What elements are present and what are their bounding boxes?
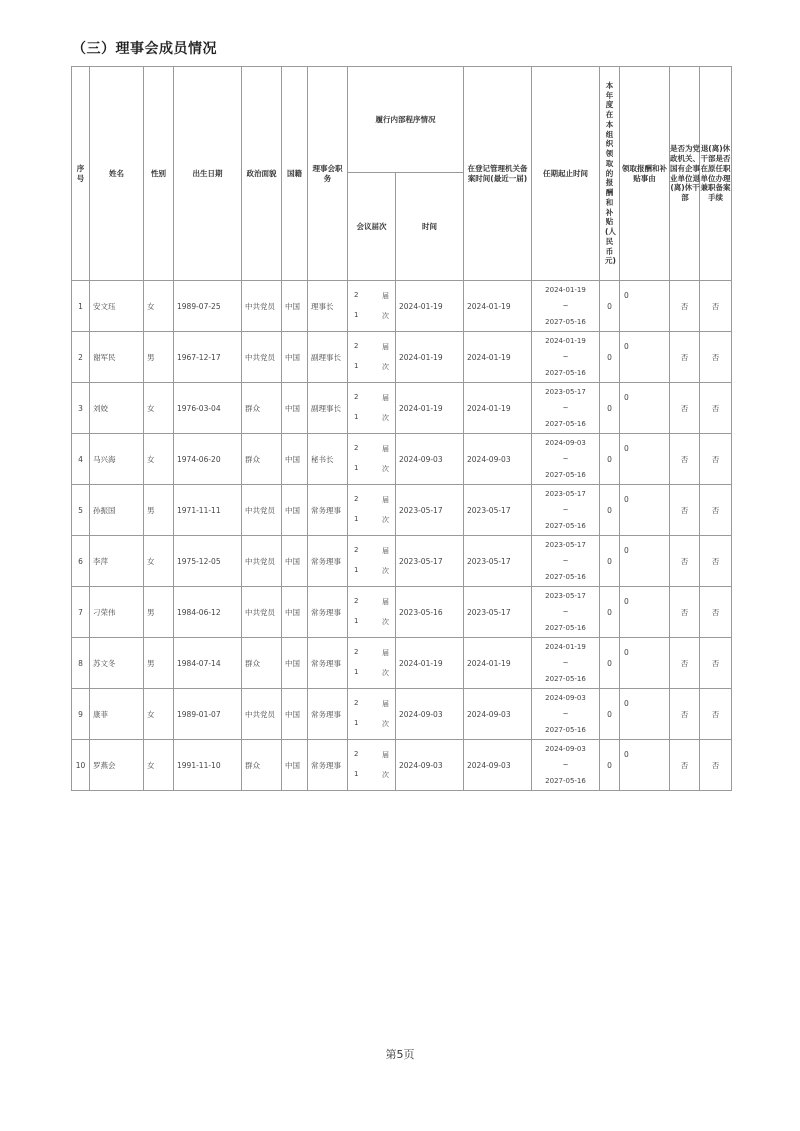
meeting-count-number: 1 (354, 566, 359, 574)
header-time: 时间 (396, 173, 464, 281)
cell-time: 2024-09-03 (396, 434, 464, 485)
meeting-count-number: 1 (354, 617, 359, 625)
cell-pay-reason: 0 (620, 536, 670, 587)
cell-retired: 否 (700, 638, 732, 689)
cell-term (532, 281, 600, 332)
cell-gender: 女 (144, 740, 174, 791)
cell-meeting (348, 332, 396, 383)
header-name: 姓名 (90, 67, 144, 281)
cell-pay: 0 (600, 536, 620, 587)
cell-time: 2024-01-19 (396, 332, 464, 383)
cell-seq: 7 (72, 587, 90, 638)
table-row (72, 638, 732, 689)
cell-pay-reason: 0 (620, 740, 670, 791)
meeting-session-number: 2 (354, 291, 359, 299)
cell-birth: 1975-12-05 (174, 536, 242, 587)
cell-politics: 中共党员 (242, 281, 282, 332)
cell-cadre: 否 (670, 587, 700, 638)
term-end: 2027-05-16 (545, 573, 586, 581)
cell-politics: 群众 (242, 383, 282, 434)
cell-politics: 中共党员 (242, 332, 282, 383)
cell-nationality: 中国 (282, 332, 308, 383)
term-separator: ~ (562, 710, 569, 718)
term-separator: ~ (562, 506, 569, 514)
cell-position: 常务理事 (308, 638, 348, 689)
table-row (72, 536, 732, 587)
table-row (72, 332, 732, 383)
cell-cadre: 否 (670, 434, 700, 485)
term-start: 2024-09-03 (545, 694, 586, 702)
meeting-session-number: 2 (354, 597, 359, 605)
cell-gender: 男 (144, 332, 174, 383)
cell-position: 常务理事 (308, 689, 348, 740)
cell-pay-reason: 0 (620, 434, 670, 485)
cell-birth: 1989-07-25 (174, 281, 242, 332)
term-end: 2027-05-16 (545, 522, 586, 530)
cell-filing: 2024-01-19 (464, 638, 532, 689)
cell-time: 2024-01-19 (396, 638, 464, 689)
meeting-count-unit: 次 (382, 567, 389, 575)
cell-politics: 群众 (242, 434, 282, 485)
header-seq: 序号 (72, 67, 90, 281)
cell-time: 2024-01-19 (396, 383, 464, 434)
header-gender: 性别 (144, 67, 174, 281)
term-start: 2023-05-17 (545, 490, 586, 498)
cell-cadre: 否 (670, 536, 700, 587)
header-politics: 政治面貌 (242, 67, 282, 281)
meeting-session-unit: 届 (382, 292, 389, 300)
cell-term (532, 434, 600, 485)
cell-seq: 10 (72, 740, 90, 791)
term-end: 2027-05-16 (545, 726, 586, 734)
term-end: 2027-05-16 (545, 318, 586, 326)
cell-filing: 2024-01-19 (464, 332, 532, 383)
cell-birth: 1991-11-10 (174, 740, 242, 791)
cell-position: 秘书长 (308, 434, 348, 485)
cell-cadre: 否 (670, 281, 700, 332)
meeting-session-unit: 届 (382, 700, 389, 708)
meeting-count-number: 1 (354, 311, 359, 319)
cell-pay-reason: 0 (620, 383, 670, 434)
cell-position: 常务理事 (308, 587, 348, 638)
header-nationality: 国籍 (282, 67, 308, 281)
cell-filing: 2024-09-03 (464, 689, 532, 740)
cell-retired: 否 (700, 536, 732, 587)
meeting-session-unit: 届 (382, 547, 389, 555)
cell-position: 副理事长 (308, 383, 348, 434)
cell-cadre: 否 (670, 689, 700, 740)
term-start: 2024-09-03 (545, 439, 586, 447)
meeting-count-unit: 次 (382, 669, 389, 677)
table-row (72, 689, 732, 740)
meeting-session-number: 2 (354, 342, 359, 350)
cell-position: 副理事长 (308, 332, 348, 383)
cell-politics: 群众 (242, 638, 282, 689)
cell-pay-reason: 0 (620, 587, 670, 638)
cell-nationality: 中国 (282, 536, 308, 587)
cell-politics: 中共党员 (242, 689, 282, 740)
meeting-session-unit: 届 (382, 394, 389, 402)
term-separator: ~ (562, 404, 569, 412)
cell-gender: 女 (144, 383, 174, 434)
section-title: （三）理事会成员情况 (72, 41, 217, 57)
meeting-session-number: 2 (354, 546, 359, 554)
cell-retired: 否 (700, 332, 732, 383)
meeting-count-unit: 次 (382, 618, 389, 626)
cell-gender: 女 (144, 281, 174, 332)
cell-filing: 2023-05-17 (464, 587, 532, 638)
term-end: 2027-05-16 (545, 420, 586, 428)
cell-birth: 1967-12-17 (174, 332, 242, 383)
term-separator: ~ (562, 608, 569, 616)
cell-pay-reason: 0 (620, 638, 670, 689)
cell-birth: 1984-06-12 (174, 587, 242, 638)
cell-nationality: 中国 (282, 383, 308, 434)
cell-name: 刘姣 (90, 383, 144, 434)
term-start: 2024-01-19 (545, 337, 586, 345)
meeting-count-unit: 次 (382, 414, 389, 422)
table-row (72, 383, 732, 434)
term-start: 2023-05-17 (545, 388, 586, 396)
cell-meeting (348, 638, 396, 689)
cell-filing: 2023-05-17 (464, 536, 532, 587)
cell-term (532, 587, 600, 638)
cell-pay-reason: 0 (620, 485, 670, 536)
header-birth: 出生日期 (174, 67, 242, 281)
cell-gender: 女 (144, 536, 174, 587)
cell-filing: 2024-01-19 (464, 383, 532, 434)
cell-cadre: 否 (670, 332, 700, 383)
term-start: 2024-09-03 (545, 745, 586, 753)
table-row (72, 281, 732, 332)
cell-seq: 1 (72, 281, 90, 332)
cell-meeting (348, 281, 396, 332)
page-number: 第5页 (385, 1048, 415, 1061)
cell-name: 罗燕会 (90, 740, 144, 791)
header-term: 任期起止时间 (532, 67, 600, 281)
cell-gender: 男 (144, 638, 174, 689)
council-members-table (71, 66, 732, 791)
term-start: 2024-01-19 (545, 643, 586, 651)
header-retired: 退(离)休干部是否在原任职单位办理兼职备案手续 (700, 67, 732, 281)
cell-pay: 0 (600, 587, 620, 638)
cell-term (532, 740, 600, 791)
table-row (72, 485, 732, 536)
cell-politics: 中共党员 (242, 536, 282, 587)
meeting-session-unit: 届 (382, 751, 389, 759)
cell-retired: 否 (700, 434, 732, 485)
cell-pay-reason: 0 (620, 332, 670, 383)
cell-seq: 3 (72, 383, 90, 434)
header-filing: 在登记管理机关备案时间(最近一届) (464, 67, 532, 281)
cell-filing: 2024-09-03 (464, 740, 532, 791)
cell-gender: 女 (144, 689, 174, 740)
meeting-count-unit: 次 (382, 771, 389, 779)
cell-seq: 4 (72, 434, 90, 485)
cell-pay: 0 (600, 332, 620, 383)
cell-seq: 9 (72, 689, 90, 740)
cell-time: 2023-05-17 (396, 485, 464, 536)
cell-position: 常务理事 (308, 740, 348, 791)
cell-retired: 否 (700, 485, 732, 536)
meeting-session-number: 2 (354, 648, 359, 656)
term-end: 2027-05-16 (545, 777, 586, 785)
meeting-session-unit: 届 (382, 649, 389, 657)
cell-nationality: 中国 (282, 434, 308, 485)
meeting-session-number: 2 (354, 444, 359, 452)
cell-nationality: 中国 (282, 587, 308, 638)
term-separator: ~ (562, 761, 569, 769)
cell-name: 安文珏 (90, 281, 144, 332)
header-procedure: 履行内部程序情况 (348, 67, 464, 173)
cell-politics: 中共党员 (242, 587, 282, 638)
meeting-count-number: 1 (354, 515, 359, 523)
cell-cadre: 否 (670, 485, 700, 536)
term-start: 2023-05-17 (545, 592, 586, 600)
cell-gender: 女 (144, 434, 174, 485)
term-start: 2023-05-17 (545, 541, 586, 549)
cell-seq: 8 (72, 638, 90, 689)
cell-time: 2024-09-03 (396, 740, 464, 791)
cell-nationality: 中国 (282, 485, 308, 536)
cell-term (532, 383, 600, 434)
cell-nationality: 中国 (282, 638, 308, 689)
cell-name: 刁荣伟 (90, 587, 144, 638)
meeting-count-unit: 次 (382, 720, 389, 728)
cell-pay: 0 (600, 689, 620, 740)
cell-term (532, 332, 600, 383)
cell-name: 康菲 (90, 689, 144, 740)
cell-nationality: 中国 (282, 689, 308, 740)
meeting-count-number: 1 (354, 413, 359, 421)
term-end: 2027-05-16 (545, 675, 586, 683)
meeting-session-number: 2 (354, 495, 359, 503)
cell-name: 马兴海 (90, 434, 144, 485)
cell-retired: 否 (700, 740, 732, 791)
cell-meeting (348, 383, 396, 434)
meeting-count-number: 1 (354, 770, 359, 778)
cell-politics: 群众 (242, 740, 282, 791)
term-start: 2024-01-19 (545, 286, 586, 294)
meeting-count-number: 1 (354, 362, 359, 370)
cell-cadre: 否 (670, 638, 700, 689)
table-row (72, 587, 732, 638)
cell-retired: 否 (700, 281, 732, 332)
cell-term (532, 689, 600, 740)
cell-nationality: 中国 (282, 281, 308, 332)
cell-birth: 1989-01-07 (174, 689, 242, 740)
cell-filing: 2024-09-03 (464, 434, 532, 485)
cell-time: 2024-09-03 (396, 689, 464, 740)
cell-pay-reason: 0 (620, 281, 670, 332)
term-end: 2027-05-16 (545, 471, 586, 479)
term-separator: ~ (562, 353, 569, 361)
cell-birth: 1971-11-11 (174, 485, 242, 536)
cell-meeting (348, 434, 396, 485)
cell-pay: 0 (600, 434, 620, 485)
header-row-1 (72, 67, 732, 173)
meeting-count-unit: 次 (382, 312, 389, 320)
term-separator: ~ (562, 302, 569, 310)
cell-meeting (348, 740, 396, 791)
meeting-session-unit: 届 (382, 598, 389, 606)
meeting-session-unit: 届 (382, 496, 389, 504)
cell-position: 理事长 (308, 281, 348, 332)
cell-seq: 5 (72, 485, 90, 536)
cell-pay: 0 (600, 485, 620, 536)
cell-politics: 中共党员 (242, 485, 282, 536)
cell-meeting (348, 536, 396, 587)
cell-meeting (348, 587, 396, 638)
cell-retired: 否 (700, 689, 732, 740)
cell-seq: 2 (72, 332, 90, 383)
table-row (72, 740, 732, 791)
cell-meeting (348, 689, 396, 740)
meeting-session-number: 2 (354, 699, 359, 707)
term-separator: ~ (562, 455, 569, 463)
cell-meeting (348, 485, 396, 536)
meeting-count-number: 1 (354, 668, 359, 676)
meeting-session-number: 2 (354, 750, 359, 758)
cell-time: 2023-05-17 (396, 536, 464, 587)
cell-pay: 0 (600, 638, 620, 689)
term-separator: ~ (562, 557, 569, 565)
term-end: 2027-05-16 (545, 369, 586, 377)
cell-birth: 1974-06-20 (174, 434, 242, 485)
cell-name: 孙振国 (90, 485, 144, 536)
meeting-count-number: 1 (354, 464, 359, 472)
cell-filing: 2024-01-19 (464, 281, 532, 332)
cell-name: 苏文冬 (90, 638, 144, 689)
cell-time: 2024-01-19 (396, 281, 464, 332)
cell-nationality: 中国 (282, 740, 308, 791)
header-cadre: 是否为党政机关、国有企事业单位退(离)休干部 (670, 67, 700, 281)
header-position: 理事会职务 (308, 67, 348, 281)
cell-birth: 1984-07-14 (174, 638, 242, 689)
cell-cadre: 否 (670, 740, 700, 791)
cell-term (532, 638, 600, 689)
meeting-count-unit: 次 (382, 363, 389, 371)
meeting-count-unit: 次 (382, 516, 389, 524)
header-meeting: 会议届次 (348, 173, 396, 281)
cell-term (532, 485, 600, 536)
cell-gender: 男 (144, 587, 174, 638)
cell-position: 常务理事 (308, 485, 348, 536)
header-pay-reason: 领取报酬和补贴事由 (620, 67, 670, 281)
meeting-count-number: 1 (354, 719, 359, 727)
cell-pay-reason: 0 (620, 689, 670, 740)
meeting-session-unit: 届 (382, 343, 389, 351)
cell-name: 李萍 (90, 536, 144, 587)
cell-cadre: 否 (670, 383, 700, 434)
cell-seq: 6 (72, 536, 90, 587)
cell-name: 谢军民 (90, 332, 144, 383)
cell-position: 常务理事 (308, 536, 348, 587)
cell-pay: 0 (600, 281, 620, 332)
table-row (72, 434, 732, 485)
header-pay: 本年度在本组织领取的报酬和补贴(人民币元) (600, 67, 620, 281)
meeting-session-number: 2 (354, 393, 359, 401)
term-separator: ~ (562, 659, 569, 667)
cell-gender: 男 (144, 485, 174, 536)
meeting-session-unit: 届 (382, 445, 389, 453)
term-end: 2027-05-16 (545, 624, 586, 632)
cell-time: 2023-05-16 (396, 587, 464, 638)
cell-pay: 0 (600, 383, 620, 434)
cell-term (532, 536, 600, 587)
cell-filing: 2023-05-17 (464, 485, 532, 536)
meeting-count-unit: 次 (382, 465, 389, 473)
cell-retired: 否 (700, 383, 732, 434)
cell-birth: 1976-03-04 (174, 383, 242, 434)
cell-pay: 0 (600, 740, 620, 791)
cell-retired: 否 (700, 587, 732, 638)
